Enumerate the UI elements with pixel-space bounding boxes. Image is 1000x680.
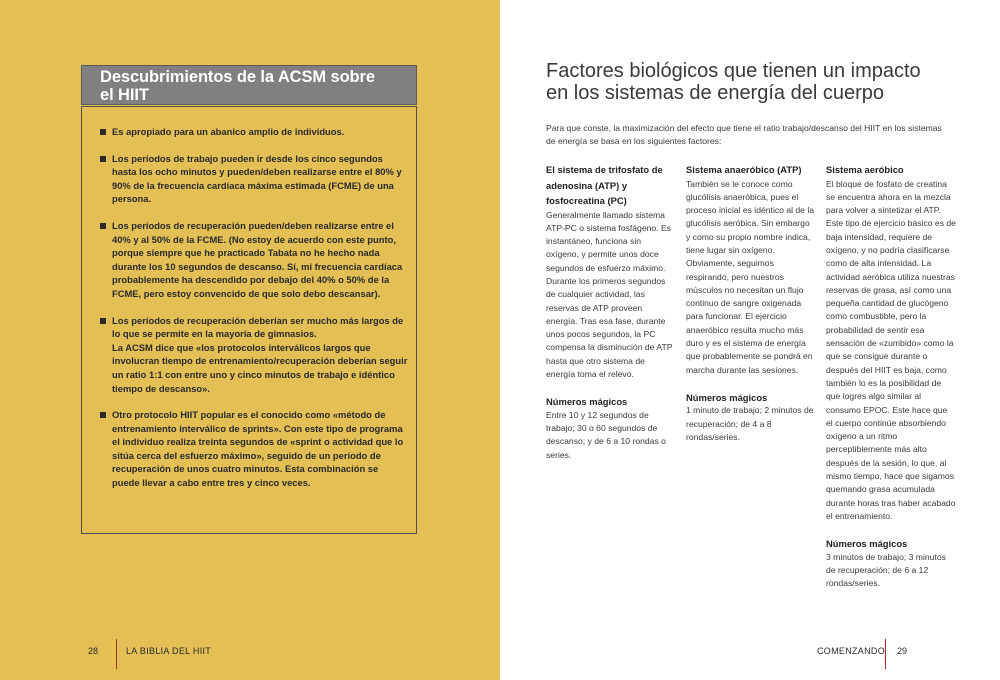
column-body: Generalmente llamado sistema ATP-PC o sistema fosfágeno. Es instantáneo, funciona sin oxígeno, y permite unos doce segundos de esfuerzo máximo. Durante los primeros segundos de cualquier actividad, las reservas de ATP proveen energía. Tras esa fase, durante unos pocos segundos, la PC compensa la disminución de ATP hasta que otro sistema de energía toma el relevo.	[546, 209, 673, 380]
column-heading: Sistema aeróbico	[826, 164, 904, 175]
bullet-item	[100, 408, 408, 490]
column-atp-pc	[546, 162, 676, 462]
square-bullet-icon	[100, 412, 106, 418]
bullet-text-continuation: La ACSM dice que «los protocolos interválicos largos que involucran tiempo de entrenamiento/recuperación deberían seguir un ratio 1:1 con entre uno y cinco minutos de trabajo e idéntico tiempo de descanso».	[112, 341, 408, 394]
column-anaerobic	[686, 162, 816, 444]
left-footer-rule	[116, 639, 117, 669]
box-title	[81, 65, 417, 105]
right-running-title: COMENZANDO	[817, 646, 885, 656]
bullet-text: Otro protocolo HIIT popular es el conocido como «método de entrenamiento interválico de sprints». Con este tipo de programa el individuo realiza treinta segundos de «sprint o actividad que lo sitúa cerca del esfuerzo máximo», seguido de un período de recuperación de unos cuatro minutos. Esta combinación se puede llevar a cabo entre tres y cinco veces.	[112, 409, 404, 489]
column-subheading: Números mágicos	[546, 396, 628, 408]
page-title-line-1: Factores biológicos que tienen un impacto	[546, 60, 921, 82]
column-body: El bloque de fosfato de creatina se encuentra ahora en la mezcla para volver a sintetizar el ATP. Este tipo de ejercicio básico es de baja intensidad, requiere de oxígeno, y no podría clasificarse como de alta intensidad. La actividad aeróbica utiliza nuestras reservas de grasa, así como una pequeña cantidad de glucógeno como combustible, pero la probabilidad de sentir esa sensación de «zumbido» como la que se consigue durante o después del HIIT es baja, como también lo es la posibilidad de que logres algo similar al consumo EPOC. Este hace que el cuerpo continúe absorbiendo oxígeno a un ritmo perceptiblemente más alto después de la sesión, lo que, al mismo tiempo, hace que sigamos quemando grasa acumulada durante horas tras haber acabado el entrenamiento.	[826, 178, 956, 521]
bullet-list	[100, 125, 408, 490]
page-title	[546, 60, 946, 104]
bullet-text: Los períodos de recuperación pueden/deben realizarse entre el 40% y al 50% de la FCME. (No estoy de acuerdo con este punto, porque siempre que he practicado Tabata no he hecho nada durante los 10 segundos de descanso. Sí, mi frecuencia cardíaca probablemente ha descendido por debajo del 40% o 50% de la FCME, pero estoy convencido de que solo debo descansar).	[112, 219, 403, 299]
column-subbody: Entre 10 y 12 segundos de trabajo; 30 o 60 segundos de descanso; y de 6 a 10 rondas o series.	[546, 409, 666, 460]
right-page-number: 29	[897, 646, 908, 656]
page-title-line-2: en los sistemas de energía del cuerpo	[546, 82, 884, 104]
column-subbody: 3 minutos de trabajo; 3 minutos de recuperación; de 6 a 12 rondas/series.	[826, 551, 946, 589]
bullet-text: Los períodos de recuperación deberían ser mucho más largos de lo que se permite en la mayoría de gimnasios.	[112, 314, 404, 340]
square-bullet-icon	[100, 156, 106, 162]
box-body	[81, 106, 417, 534]
intro-paragraph: Para que conste, la maximización del efecto que tiene el ratio trabajo/descanso del HIIT en los sistemas de energía se basa en los siguientes factores:	[546, 123, 942, 146]
bullet-item	[100, 219, 408, 301]
box-title-line-1: Descubrimientos de la ACSM sobre	[100, 68, 375, 86]
column-heading: Sistema anaeróbico (ATP)	[686, 164, 802, 175]
left-running-title: LA BIBLIA DEL HIIT	[126, 646, 212, 656]
bullet-text: Es apropiado para un abanico amplio de individuos.	[112, 126, 345, 137]
box-title-line-2: el HIIT	[100, 86, 149, 104]
column-body: También se le conoce como glucólisis anaeróbica, pues el proceso inicial es idéntico al de la glucólisis aeróbica. Sin embargo y como su propio nombre indica, tiene lugar sin oxígeno. Obviamente, seguimos respirando, pero nuestros músculos no necesitan un flujo continuo de sangre oxigenada para funcionar. El ejercicio anaeróbico resulta mucho más duro y es el sistema de energía que probablemente se pondrá en marcha durante las sesiones.	[686, 178, 815, 375]
bullet-item	[100, 152, 408, 206]
column-subheading: Números mágicos	[686, 391, 768, 403]
bullet-text: Los períodos de trabajo pueden ir desde los cinco segundos hasta los ocho minutos y pueden/deben realizarse entre el 80% y 90% de la frecuencia cardíaca máxima estimada (FCME) de una persona.	[112, 152, 402, 205]
square-bullet-icon	[100, 129, 106, 135]
left-page-number: 28	[88, 646, 99, 656]
column-subheading: Números mágicos	[826, 538, 908, 550]
right-footer-rule	[885, 639, 886, 669]
column-heading: El sistema de trifosfato de adenosina (ATP) y fosfocreatina (PC)	[546, 164, 663, 206]
bullet-item	[100, 314, 408, 396]
square-bullet-icon	[100, 223, 106, 229]
column-aerobic	[826, 162, 956, 590]
bullet-item	[100, 125, 408, 139]
column-subbody: 1 minuto de trabajo; 2 minutos de recuperación; de 4 a 8 rondas/series.	[686, 405, 814, 442]
square-bullet-icon	[100, 318, 106, 324]
